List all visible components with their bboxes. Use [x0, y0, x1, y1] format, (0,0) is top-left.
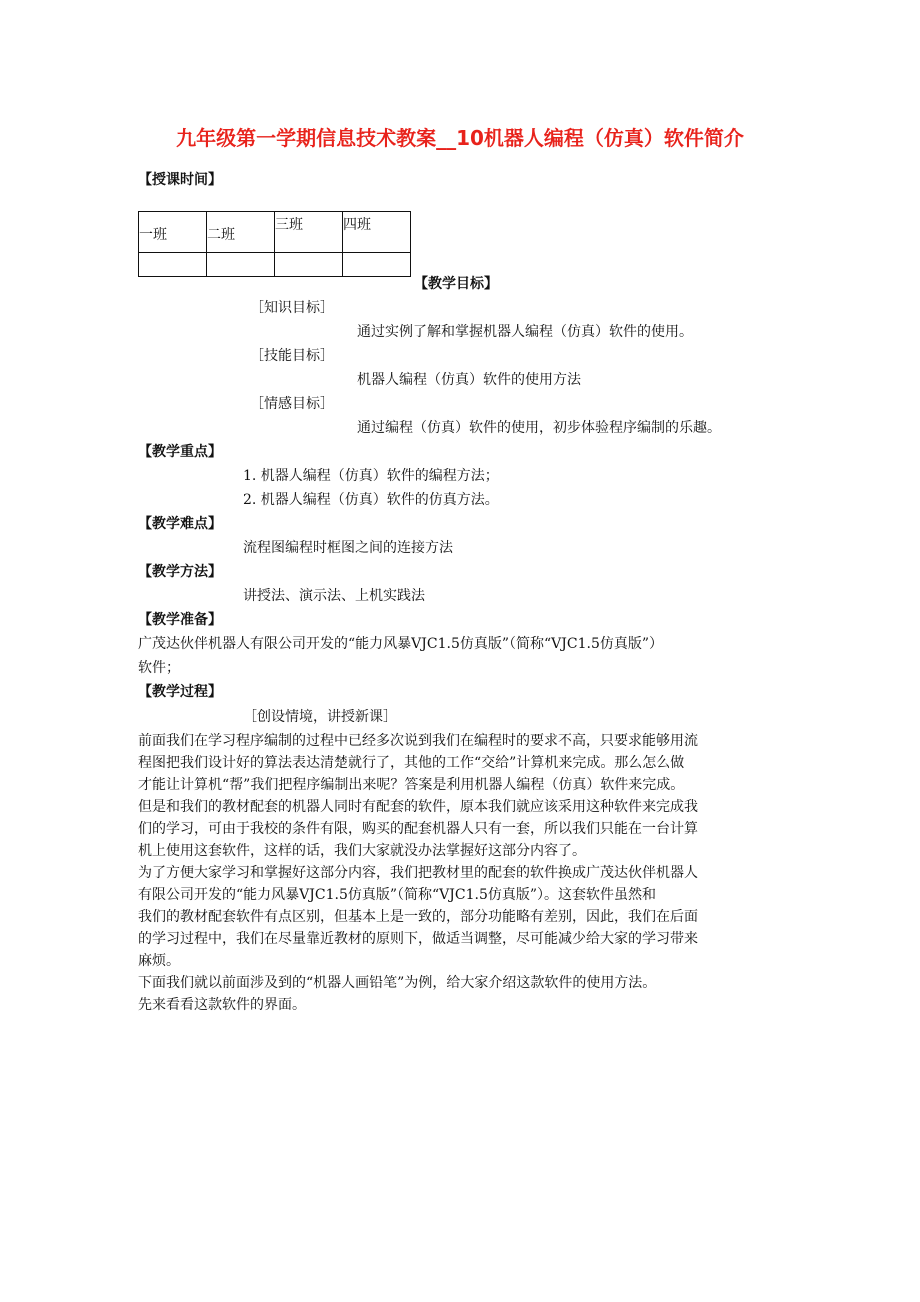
knowledge-goal-label: ［知识目标］ [250, 300, 334, 316]
prep-line-2: 软件； [138, 660, 180, 676]
skill-goal-label: ［技能目标］ [250, 348, 334, 364]
table-cell [275, 253, 343, 277]
paragraph-line: 有限公司开发的“能力风暴VJC1.5仿真版”（简称“VJC1.5仿真版”）。这套软件虽然和 [138, 887, 657, 903]
paragraph-line: 麻烦。 [138, 953, 180, 969]
section-process-heading: 【教学过程】 [138, 684, 222, 700]
section-time-heading: 【授课时间】 [138, 172, 222, 188]
process-paragraph-3 [138, 972, 788, 1016]
section-goals-heading: 【教学目标】 [414, 276, 498, 292]
paragraph-line: 下面我们就以前面涉及到的“机器人画铅笔”为例，给大家介绍这款软件的使用方法。 [138, 975, 657, 991]
paragraph-line: 机上使用这套软件，这样的话，我们大家就没办法掌握好这部分内容了。 [138, 843, 586, 859]
prep-line-1: 广茂达伙伴机器人有限公司开发的“能力风暴VJC1.5仿真版”（简称“VJC1.5仿真版”） [138, 636, 664, 652]
skill-goal-text: 机器人编程（仿真）软件的使用方法 [357, 372, 581, 388]
section-difficulty-heading: 【教学难点】 [138, 516, 222, 532]
document-title: 九年级第一学期信息技术教案__10机器人编程（仿真）软件简介 [176, 126, 744, 150]
table-cell [139, 212, 207, 253]
class-schedule-table [138, 211, 411, 277]
table-cell [207, 212, 275, 253]
class-header-3: 三班 [275, 217, 303, 233]
section-key-heading: 【教学重点】 [138, 444, 222, 460]
paragraph-line: 我们的教材配套软件有点区别，但基本上是一致的，部分功能略有差别，因此，我们在后面 [138, 909, 698, 925]
table-cell [207, 253, 275, 277]
paragraph-line: 前面我们在学习程序编制的过程中已经多次说到我们在编程时的要求不高，只要求能够用流 [138, 733, 698, 749]
table-cell [139, 253, 207, 277]
paragraph-line: 的学习过程中，我们在尽量靠近教材的原则下，做适当调整，尽可能减少给大家的学习带来 [138, 931, 698, 947]
knowledge-goal-text: 通过实例了解和掌握机器人编程（仿真）软件的使用。 [357, 324, 693, 340]
paragraph-line: 但是和我们的教材配套的机器人同时有配套的软件，原本我们就应该采用这种软件来完成我 [138, 799, 698, 815]
emotion-goal-text: 通过编程（仿真）软件的使用，初步体验程序编制的乐趣。 [357, 420, 721, 436]
paragraph-line: 们的学习，可由于我校的条件有限，购买的配套机器人只有一套，所以我们只能在一台计算 [138, 821, 698, 837]
class-header-1: 一班 [139, 227, 167, 243]
paragraph-line: 程图把我们设计好的算法表达清楚就行了，其他的工作“交给”计算机来完成。那么怎么做 [138, 755, 685, 771]
key-point-1: 1. 机器人编程（仿真）软件的编程方法； [243, 468, 499, 484]
class-header-2: 二班 [207, 227, 235, 243]
section-method-heading: 【教学方法】 [138, 564, 222, 580]
emotion-goal-label: ［情感目标］ [250, 396, 334, 412]
method-text: 讲授法、演示法、上机实践法 [243, 588, 425, 604]
process-paragraph-1 [138, 730, 788, 862]
table-header-row [139, 212, 411, 253]
key-point-2: 2. 机器人编程（仿真）软件的仿真方法。 [243, 492, 499, 508]
class-header-4: 四班 [343, 217, 371, 233]
table-cell [275, 212, 343, 253]
process-subheading: ［创设情境，讲授新课］ [243, 709, 397, 725]
process-paragraph-2 [138, 862, 788, 972]
difficulty-text: 流程图编程时框图之间的连接方法 [243, 540, 453, 556]
table-row [139, 253, 411, 277]
section-prep-heading: 【教学准备】 [138, 612, 222, 628]
paragraph-line: 才能让计算机“帮”我们把程序编制出来呢？答案是利用机器人编程（仿真）软件来完成。 [138, 777, 685, 793]
paragraph-line: 先来看看这款软件的界面。 [138, 997, 306, 1013]
paragraph-line: 为了方便大家学习和掌握好这部分内容，我们把教材里的配套的软件换成广茂达伙伴机器人 [138, 865, 698, 881]
table-cell [343, 253, 411, 277]
table-cell [343, 212, 411, 253]
